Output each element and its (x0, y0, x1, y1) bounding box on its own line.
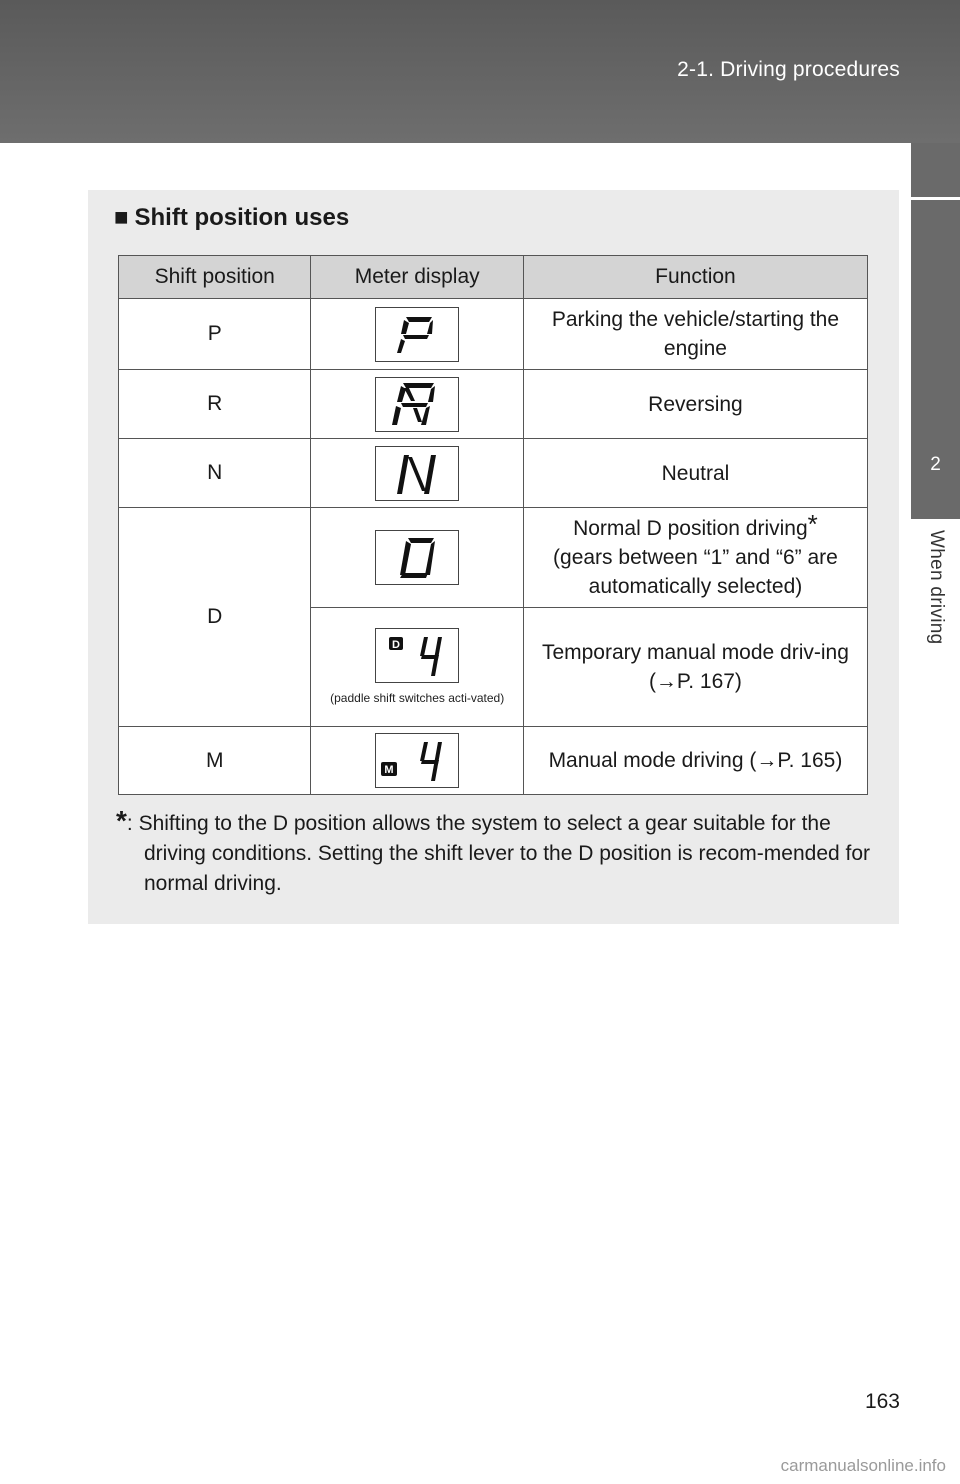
section-marker: ■ (114, 204, 129, 231)
chapter-label-text: When driving (926, 530, 947, 645)
cell-display (311, 608, 523, 727)
cell-position: M (119, 727, 311, 795)
cell-position: N (119, 439, 311, 508)
shift-position-table (118, 255, 868, 795)
meter-caption: (paddle shift switches acti-vated) (330, 691, 505, 705)
chapter-number: 2 (930, 454, 941, 475)
table-row (119, 370, 868, 439)
header-title: 2-1. Driving procedures (677, 58, 900, 81)
header-function: Function (523, 256, 867, 299)
cell-function: Reversing (523, 370, 867, 439)
footnote-star: * (807, 509, 818, 539)
cell-display (311, 439, 523, 508)
table-row (119, 439, 868, 508)
footnote (116, 806, 876, 899)
section-title-text: Shift position uses (134, 204, 350, 231)
header-meter-display: Meter display (311, 256, 523, 299)
side-tab-top (911, 143, 960, 197)
meter-p-icon (375, 307, 459, 362)
cell-function: Parking the vehicle/starting the engine (523, 299, 867, 370)
cell-function: Neutral (523, 439, 867, 508)
meter-n-icon (375, 446, 459, 501)
watermark: carmanualsonline.info (780, 1456, 946, 1475)
section-title (114, 204, 349, 232)
cell-display (311, 370, 523, 439)
cell-position: R (119, 370, 311, 439)
cell-position: P (119, 299, 311, 370)
function-text: Normal D position driving (573, 517, 808, 540)
cell-position: D (119, 508, 311, 727)
svg-text:M: M (384, 764, 394, 776)
svg-text:D: D (392, 639, 401, 651)
footnote-mark: * (116, 805, 127, 836)
cell-display (311, 299, 523, 370)
cell-function (523, 508, 867, 608)
table-row (119, 727, 868, 795)
table-header-row (119, 256, 868, 299)
function-text: (gears between “1” and “6” are automatically selected) (553, 546, 838, 598)
header-shift-position: Shift position (119, 256, 311, 299)
table-row (119, 299, 868, 370)
meter-r-icon (375, 377, 459, 432)
meter-m4-icon (375, 733, 459, 788)
footnote-text: : Shifting to the D position allows the system to select a gear suitable for the driving conditions. Setting the shift lever to the D position is recom-mended for normal driving. (126, 812, 871, 895)
chapter-label (911, 530, 960, 670)
table-row (119, 508, 868, 608)
meter-d-icon (375, 530, 459, 585)
cell-function: Manual mode driving (→P. 165) (523, 727, 867, 795)
cell-display (311, 508, 523, 608)
cell-display (311, 727, 523, 795)
meter-d4-icon (375, 628, 459, 683)
chapter-tab (911, 200, 960, 519)
cell-function: Temporary manual mode driv-ing (→P. 167) (523, 608, 867, 727)
page-header (0, 0, 960, 143)
page-number: 163 (864, 1390, 900, 1413)
